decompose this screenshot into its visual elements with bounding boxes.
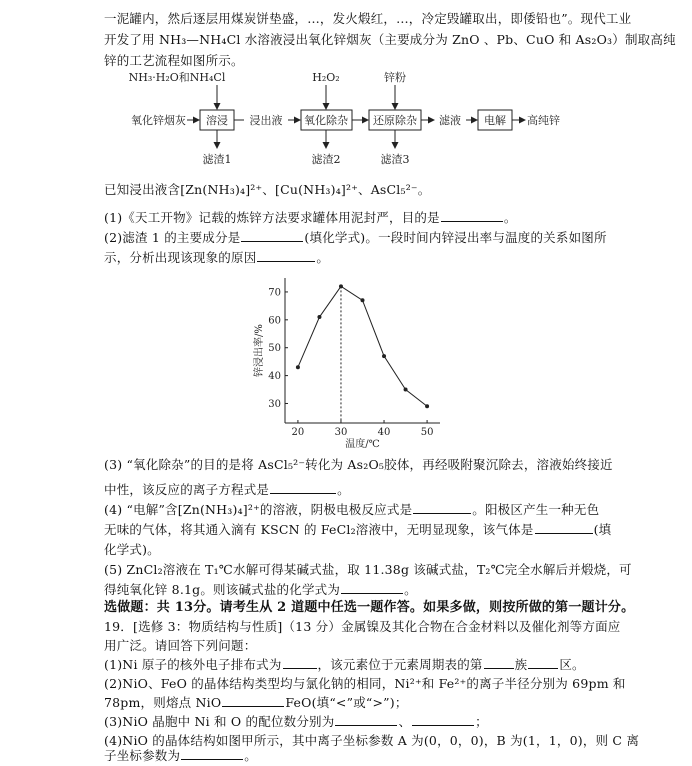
q2-text: (2)滤渣 1 的主要成分是 bbox=[104, 230, 241, 245]
q19-1-text-mid: ，该元素位于元素周期表的第 bbox=[317, 657, 483, 672]
box-oxidize-label: 氧化除杂 bbox=[304, 114, 348, 127]
q19-1-group-blank[interactable] bbox=[484, 655, 514, 669]
leachate-label: 浸出液 bbox=[249, 114, 283, 127]
question-19-line-1: 19．[选修 3：物质结构与性质]（13 分）金属镍及其化合物在合金材料以及催化剂等方面应 bbox=[104, 619, 621, 634]
reagent-ammonia-label: NH₃·H₂O和NH₄Cl bbox=[128, 71, 226, 84]
q2-reason-blank[interactable] bbox=[257, 248, 315, 262]
residue-3-label: 滤渣3 bbox=[380, 153, 410, 166]
chart-x-axis-label: 温度/℃ bbox=[345, 439, 380, 448]
chart-y-axis-label: 锌浸出率/% bbox=[254, 324, 265, 377]
process-flow-diagram bbox=[0, 70, 692, 180]
input-zinc-oxide-ash-label: 氧化锌烟灰 bbox=[131, 114, 186, 127]
q2-residue-blank[interactable] bbox=[241, 228, 303, 242]
chart-data-point bbox=[339, 284, 343, 288]
question-19-line-2: 用广泛。请回答下列问题： bbox=[104, 638, 257, 653]
q1-text: (1)《天工开物》记载的炼锌方法要求罐体用泥封严，目的是 bbox=[104, 210, 440, 225]
q4-gas-blank[interactable] bbox=[535, 520, 593, 534]
question-3-line-2 bbox=[104, 480, 350, 500]
q4-text-2-end: (填 bbox=[593, 522, 612, 537]
question-19-sub-2-line-1: (2)NiO、FeO 的晶体结构类型均与氯化钠的相同，Ni²⁺和 Fe²⁺的离子半径分别为 69pm 和 bbox=[104, 676, 626, 691]
chart-y-tick-label: 30 bbox=[268, 398, 281, 410]
chart-y-tick-label: 50 bbox=[268, 343, 281, 355]
question-19-sub-2-line-2 bbox=[104, 693, 408, 713]
q19-3-o-blank[interactable] bbox=[412, 712, 474, 726]
q1-answer-blank[interactable] bbox=[441, 208, 503, 222]
known-info: 已知浸出液含[Zn(NH₃)₄]²⁺、[Cu(NH₃)₄]²⁺、AsCl₅²⁻。 bbox=[104, 182, 431, 197]
question-3-line-1: (3) “氧化除杂”的目的是将 AsCl₅²⁻转化为 As₂O₅胶体，再经吸附聚沉除去，溶液始终接近 bbox=[104, 457, 613, 472]
filtrate-label: 滤液 bbox=[439, 114, 461, 127]
q2-end: 。 bbox=[316, 250, 330, 265]
intro-line-3: 锌的工艺流程如图所示。 bbox=[104, 53, 244, 68]
question-19-sub-1 bbox=[104, 655, 585, 675]
box-electrolysis-label: 电解 bbox=[484, 114, 506, 127]
q5-formula-blank[interactable] bbox=[341, 580, 403, 594]
q19-3-end: ； bbox=[475, 714, 488, 729]
q19-1-config-blank[interactable] bbox=[283, 655, 317, 669]
question-5-line-1: (5) ZnCl₂溶液在 T₁℃水解可得某碱式盐，取 11.38g 该碱式盐，T₂℃完全水解后并煅烧，可 bbox=[104, 562, 632, 577]
q4-cathode-blank[interactable] bbox=[413, 500, 471, 514]
q19-1-text: (1)Ni 原子的核外电子排布式为 bbox=[104, 657, 282, 672]
chart-y-tick-label: 70 bbox=[268, 287, 281, 299]
question-5-line-2 bbox=[104, 580, 417, 600]
output-pure-zinc-label: 高纯锌 bbox=[527, 114, 560, 127]
question-4-line-3: 化学式)。 bbox=[104, 542, 160, 557]
chart-y-tick-label: 60 bbox=[268, 315, 281, 327]
chart-x-tick-label: 30 bbox=[334, 427, 348, 438]
q5-end: 。 bbox=[404, 582, 417, 597]
q2-text-mid: (填化学式)。一段时间内锌浸出率与温度的关系如图所 bbox=[304, 230, 607, 245]
q1-end: 。 bbox=[503, 210, 517, 225]
question-4-line-1 bbox=[104, 500, 599, 520]
residue-2-label: 滤渣2 bbox=[311, 153, 341, 166]
chart-x-tick-label: 20 bbox=[291, 427, 305, 438]
q19-2-compare-blank[interactable] bbox=[222, 693, 284, 707]
question-2-line-1 bbox=[104, 228, 607, 248]
q4-text-mid: 。阳极区产生一种无色 bbox=[472, 502, 600, 517]
question-19-sub-4-line-2 bbox=[104, 746, 257, 766]
question-1 bbox=[104, 208, 517, 228]
q19-3-sep: 、 bbox=[398, 714, 412, 729]
q3-text-2: 中性，该反应的离子方程式是 bbox=[104, 482, 270, 497]
q4-text-2: 无味的气体，将其通入滴有 KSCN 的 FeCl₂溶液中，无明显现象，该气体是 bbox=[104, 522, 534, 537]
q19-4-end: 。 bbox=[244, 748, 257, 763]
q5-text-2: 得纯氧化锌 8.1g。则该碱式盐的化学式为 bbox=[104, 582, 341, 597]
question-19-sub-4-line-1: (4)NiO 的晶体结构如图甲所示，其中离子坐标参数 A 为(0，0，0)，B 为(1，1，0)，则 C 离 bbox=[104, 733, 640, 748]
q3-equation-blank[interactable] bbox=[270, 480, 336, 494]
box-dissolve-label: 溶浸 bbox=[206, 114, 228, 127]
elective-instruction: 选做题：共 13分。请考生从 2 道题中任选一题作答。如果多做，则按所做的第一题计分。 bbox=[104, 600, 635, 615]
q19-2-end: FeO(填“<”或“>”)； bbox=[285, 695, 408, 710]
q19-4-text: 子坐标参数为 bbox=[104, 748, 181, 763]
zinc-leaching-rate-chart bbox=[250, 268, 450, 448]
box-reduce-label: 还原除杂 bbox=[373, 114, 417, 127]
q19-3-ni-blank[interactable] bbox=[335, 712, 397, 726]
q4-text: (4) “电解”含[Zn(NH₃)₄]²⁺的溶液，阴极电极反应式是 bbox=[104, 502, 413, 517]
question-4-line-2 bbox=[104, 520, 611, 540]
chart-data-point bbox=[382, 354, 386, 358]
q19-2-text: 78pm，则熔点 NiO bbox=[104, 695, 222, 710]
chart-series-line bbox=[298, 286, 427, 406]
q19-4-coord-blank[interactable] bbox=[181, 746, 243, 760]
chart-data-point bbox=[425, 404, 429, 408]
q19-1-end: 区。 bbox=[559, 657, 585, 672]
chart-x-tick-label: 50 bbox=[420, 427, 434, 438]
chart-data-point bbox=[317, 315, 321, 319]
q19-3-text: (3)NiO 晶胞中 Ni 和 O 的配位数分别为 bbox=[104, 714, 335, 729]
reagent-zinc-powder-label: 锌粉 bbox=[384, 71, 406, 84]
chart-x-tick-label: 40 bbox=[377, 427, 391, 438]
intro-line-1: 一泥罐内，然后逐层用煤炭饼垫盛，…，发火煅红，…，冷定毁罐取出，即倭铅也”。现代工业 bbox=[104, 11, 632, 26]
chart-data-point bbox=[296, 365, 300, 369]
q3-end: 。 bbox=[337, 482, 350, 497]
q19-1-text-mid2: 族 bbox=[514, 657, 528, 672]
residue-1-label: 滤渣1 bbox=[202, 153, 232, 166]
chart-data-point bbox=[361, 298, 365, 302]
intro-line-2: 开发了用 NH₃—NH₄Cl 水溶液浸出氧化锌烟灰（主要成分为 ZnO 、Pb、CuO 和 As₂O₃）制取高纯 bbox=[104, 32, 676, 47]
reagent-h2o2-label: H₂O₂ bbox=[312, 71, 340, 84]
q2-text-2: 示，分析出现该现象的原因 bbox=[104, 250, 257, 265]
question-2-line-2 bbox=[104, 248, 329, 268]
q19-1-block-blank[interactable] bbox=[528, 655, 558, 669]
chart-data-point bbox=[404, 388, 408, 392]
chart-y-tick-label: 40 bbox=[268, 371, 281, 383]
question-19-sub-3 bbox=[104, 712, 488, 732]
